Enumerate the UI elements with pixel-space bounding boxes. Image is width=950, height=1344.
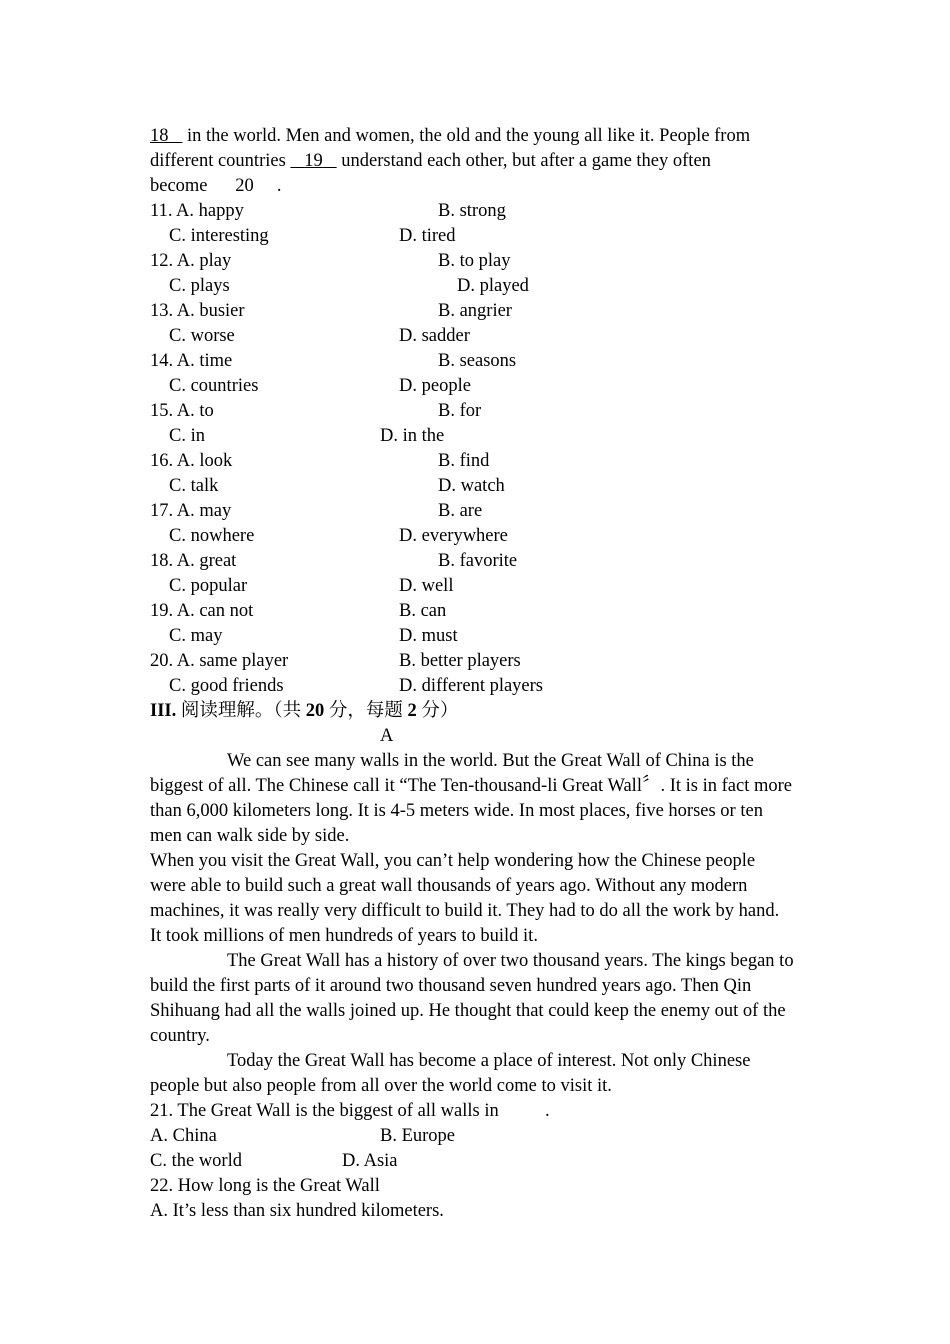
cloze-line-3 — [150, 174, 810, 199]
question-13-row-1 — [150, 299, 810, 324]
period: . — [276, 176, 282, 196]
section-heading — [150, 699, 810, 724]
option-a: 20. A. same player — [150, 651, 289, 671]
question-22-option-a: A. It’s less than six hundred kilometers. — [150, 1201, 444, 1221]
passage-paragraph-3: The Great Wall has a history of over two thousand years. The kings began to build the first parts of it around two thousand seven hundred years ago. Then Qin Shihuang had all the walls joined up. He thought that could keep the enemy out of the country. — [150, 951, 794, 1046]
option-d: D. well — [399, 576, 454, 596]
option-c: C. talk — [169, 476, 219, 496]
option-d: D. everywhere — [399, 526, 508, 546]
question-text: 21. The Great Wall is the biggest of all walls in — [150, 1101, 499, 1121]
question-19-row-1 — [150, 599, 810, 624]
option-d: D. played — [457, 276, 529, 296]
option-d: D. Asia — [342, 1151, 398, 1171]
option-a: 14. A. time — [150, 351, 233, 371]
section-title-part: 分） — [416, 701, 459, 721]
passage-paragraph-2: When you visit the Great Wall, you can’t help wondering how the Chinese people were able to build such a great wall thousands of years ago. Without any modern machines, it was really very difficult to build it. They had to do all the work by hand. It took millions of men hundreds of years to build it. — [150, 851, 780, 946]
option-a: 13. A. busier — [150, 301, 245, 321]
passage-paragraph-4: Today the Great Wall has become a place of interest. Not only Chinese people but also people from all over the world come to visit it. — [150, 1051, 751, 1096]
points-each: 2 — [407, 701, 417, 721]
option-a: 11. A. happy — [150, 201, 244, 221]
question-14-row-1 — [150, 349, 810, 374]
option-d: D. in the — [380, 426, 445, 446]
option-b: B. strong — [438, 201, 506, 221]
cloze-text: become — [150, 176, 208, 196]
question-15-row-2 — [150, 424, 810, 449]
option-b: B. are — [438, 501, 483, 521]
question-21-stem — [150, 1099, 810, 1124]
question-15-row-1 — [150, 399, 810, 424]
section-title-part: 分，每题 — [324, 701, 408, 721]
question-16-row-2 — [150, 474, 810, 499]
question-18-row-2 — [150, 574, 810, 599]
blank-18: 18 — [150, 126, 169, 146]
question-14-row-2 — [150, 374, 810, 399]
passage-paragraph-1: We can see many walls in the world. But the Great Wall of China is the biggest of all. The Chinese call it “The Ten-thousand-li Great Wall〞. It is in fact more than 6,000 kilometers long. It is 4-5 meters wide. In most places, five horses or ten men can walk side by side. — [150, 751, 792, 846]
question-12-row-2 — [150, 274, 810, 299]
option-b: B. to play — [438, 251, 511, 271]
option-d: D. tired — [399, 226, 456, 246]
option-c: C. worse — [169, 326, 235, 346]
document-page — [150, 124, 810, 1224]
option-d: D. sadder — [399, 326, 470, 346]
cloze-text: different countries — [150, 151, 291, 171]
cloze-line-1 — [150, 124, 810, 149]
option-c: C. interesting — [169, 226, 269, 246]
option-c: C. plays — [169, 276, 230, 296]
question-17-row-1 — [150, 499, 810, 524]
question-17-row-2 — [150, 524, 810, 549]
option-b: B. for — [438, 401, 482, 421]
question-18-row-1 — [150, 549, 810, 574]
question-12-row-1 — [150, 249, 810, 274]
option-c: C. good friends — [169, 676, 284, 696]
option-a: 18. A. great — [150, 551, 237, 571]
passage-label — [150, 724, 810, 749]
period: . — [545, 1101, 550, 1121]
option-b: B. better players — [399, 651, 521, 671]
option-b: B. angrier — [438, 301, 512, 321]
option-a: A. China — [150, 1126, 217, 1146]
option-d: D. watch — [438, 476, 505, 496]
question-22-stem: 22. How long is the Great Wall — [150, 1176, 380, 1196]
section-title-part: 阅读理解。（共 — [176, 701, 306, 721]
question-20-row-1 — [150, 649, 810, 674]
blank-20: 20 — [235, 176, 254, 196]
option-c: C. countries — [169, 376, 259, 396]
question-21-row-2 — [150, 1149, 810, 1174]
option-a: 12. A. play — [150, 251, 232, 271]
points-total: 20 — [305, 701, 325, 721]
question-20-row-2 — [150, 674, 810, 699]
option-a: 19. A. can not — [150, 601, 254, 621]
blank-19: 19 — [304, 151, 323, 171]
option-c: C. the world — [150, 1151, 242, 1171]
section-number: III. — [150, 701, 177, 721]
option-a: 17. A. may — [150, 501, 232, 521]
option-b: B. find — [438, 451, 490, 471]
option-a: 15. A. to — [150, 401, 214, 421]
option-b: B. seasons — [438, 351, 517, 371]
option-d: D. people — [399, 376, 471, 396]
question-16-row-1 — [150, 449, 810, 474]
option-c: C. popular — [169, 576, 248, 596]
question-11-row-2 — [150, 224, 810, 249]
option-d: D. must — [399, 626, 458, 646]
cloze-line-2 — [150, 149, 810, 174]
question-19-row-2 — [150, 624, 810, 649]
question-21-row-1 — [150, 1124, 810, 1149]
option-b: B. Europe — [380, 1126, 456, 1146]
question-11-row-1 — [150, 199, 810, 224]
option-c: C. may — [169, 626, 223, 646]
passage-letter: A — [380, 726, 394, 746]
option-d: D. different players — [399, 676, 544, 696]
cloze-text: in the world. Men and women, the old and the young all like it. People from — [182, 126, 751, 146]
option-a: 16. A. look — [150, 451, 233, 471]
option-b: B. can — [399, 601, 447, 621]
option-b: B. favorite — [438, 551, 518, 571]
cloze-text: understand each other, but after a game they often — [336, 151, 711, 171]
question-13-row-2 — [150, 324, 810, 349]
option-c: C. nowhere — [169, 526, 255, 546]
option-c: C. in — [169, 426, 205, 446]
